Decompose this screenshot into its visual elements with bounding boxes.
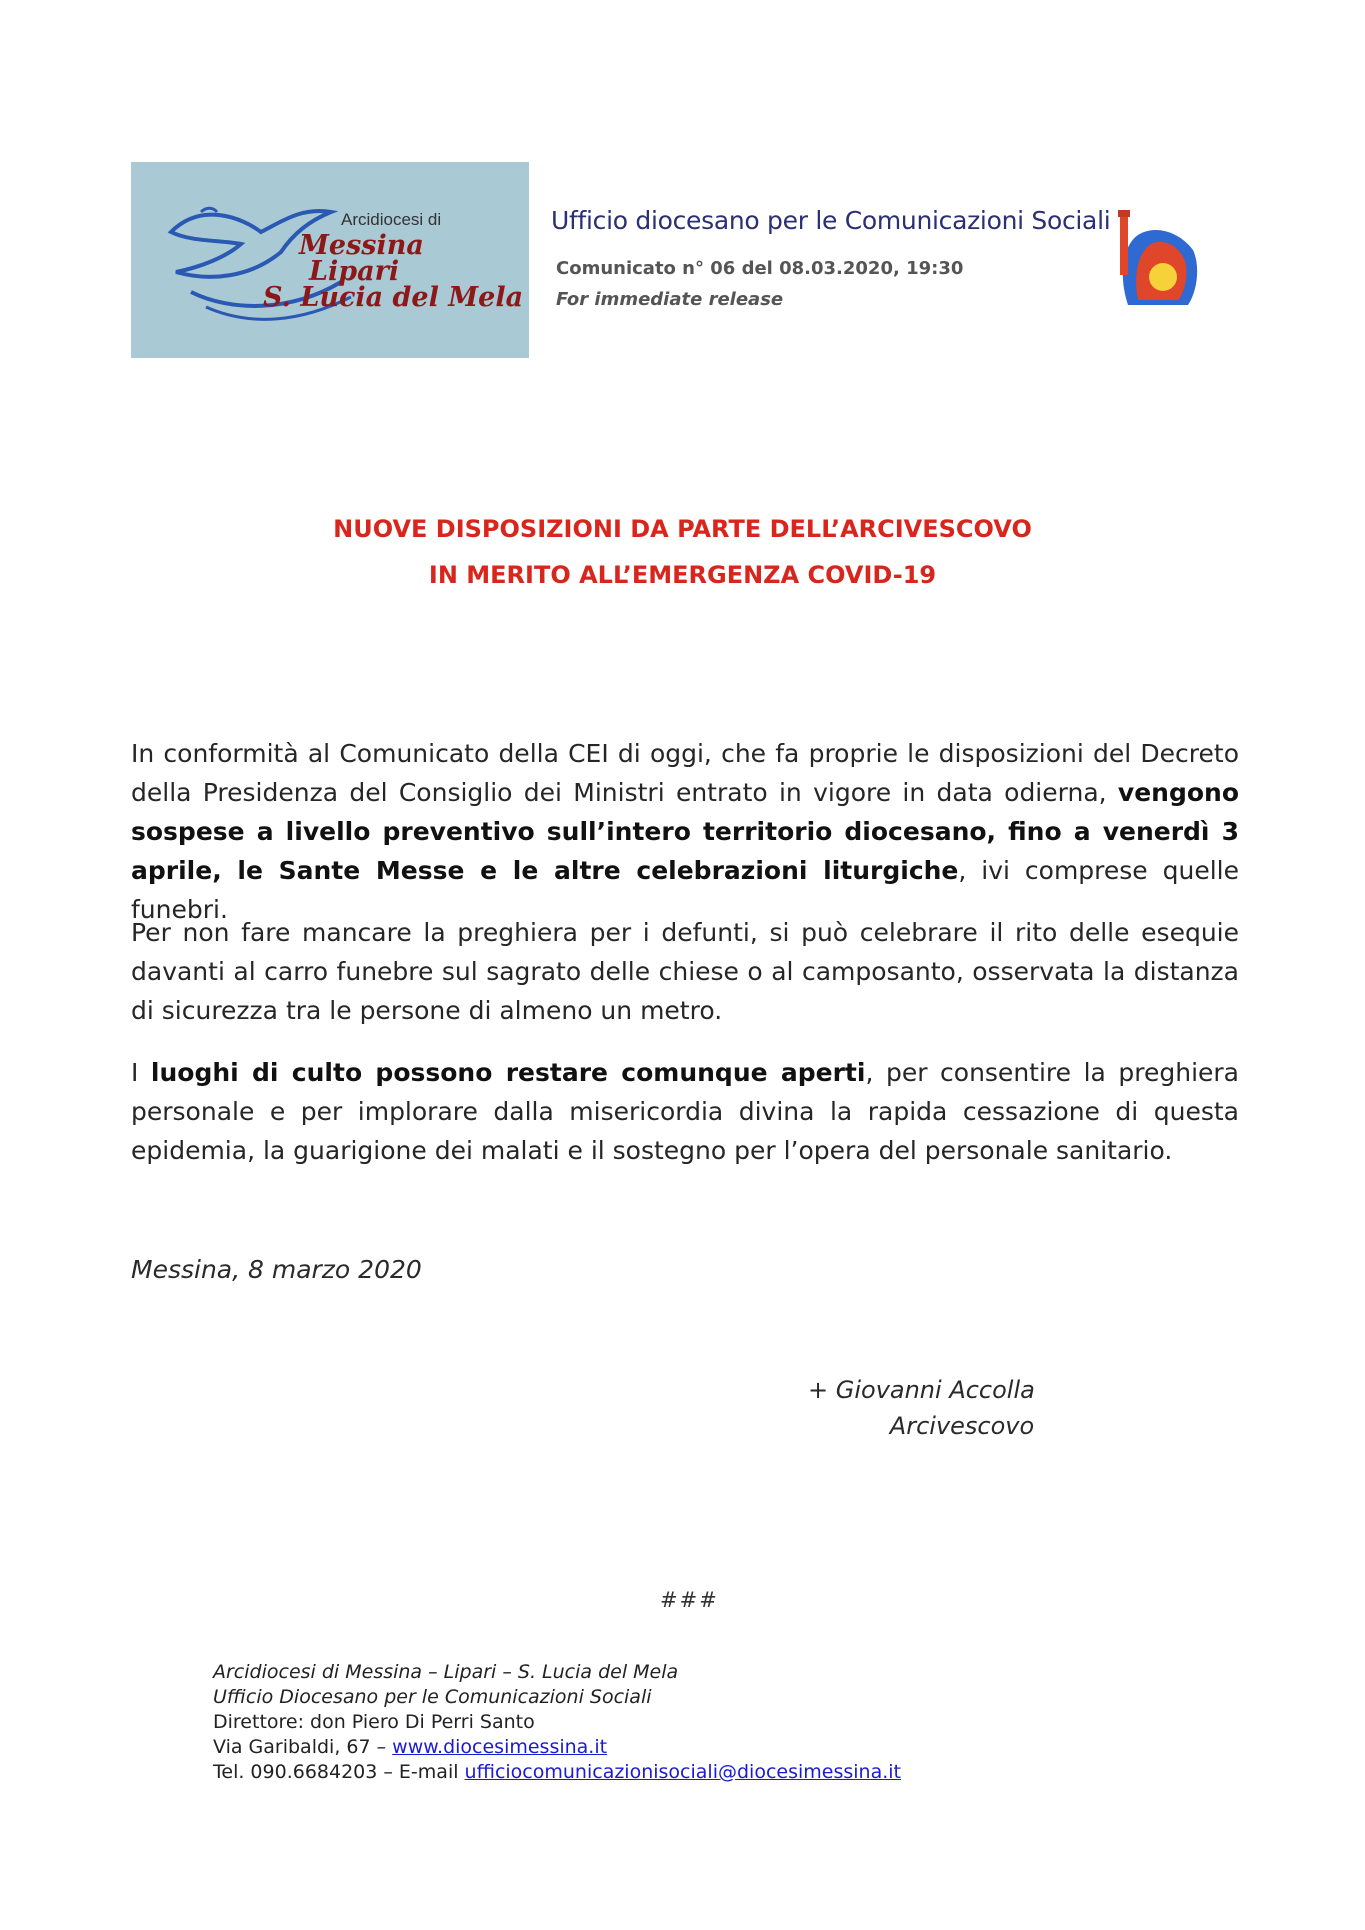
footer-diocese: Arcidiocesi di Messina – Lipari – S. Lucia del Mela [213, 1661, 679, 1683]
comunicato-number: Comunicato n° 06 del 08.03.2020, 19:30 [556, 258, 964, 279]
paragraph-3-start: I [131, 1058, 151, 1087]
paragraph-1 [131, 734, 1239, 929]
paragraph-3-bold: luoghi di culto possono restare comunque aperti [150, 1058, 866, 1087]
logo-line-1: Arcidiocesi di [341, 210, 442, 229]
footer-office: Ufficio Diocesano per le Comunicazioni Sociali [213, 1686, 652, 1708]
footer-address-text: Via Garibaldi, 67 – [213, 1736, 393, 1758]
end-separator: ### [660, 1588, 719, 1612]
diocese-logo [131, 162, 529, 358]
email-link[interactable]: ufficiocomunicazionisociali@diocesimessina.it [464, 1761, 901, 1783]
paragraph-1-end: , ivi comprese quelle funebri. [131, 856, 1239, 924]
place-date: Messina, 8 marzo 2020 [131, 1255, 422, 1284]
document-title-line-1: NUOVE DISPOSIZIONI DA PARTE DELL’ARCIVESCOVO [333, 515, 1032, 543]
signature-name: + Giovanni Accolla [808, 1376, 1035, 1404]
footer-address [213, 1735, 901, 1760]
footer-contact [213, 1760, 901, 1785]
paragraph-1-intro: In conformità al Comunicato della CEI di oggi, che fa proprie le disposizioni del Decreto della Presidenza del Consiglio dei Ministri entrato in vigore in data odierna, [131, 739, 1239, 807]
footer [213, 1660, 901, 1785]
paragraph-3 [131, 1053, 1239, 1170]
paragraph-1-bold: vengono sospese a livello preventivo sull’intero territorio diocesano, fino a venerdì 3 aprile, le Sante Messe e le altre celebrazioni liturgiche [131, 778, 1239, 885]
office-title: Ufficio diocesano per le Comunicazioni Sociali [551, 206, 1111, 235]
website-link[interactable]: www.diocesimessina.it [392, 1736, 608, 1758]
signature-role: Arcivescovo [889, 1412, 1035, 1440]
paragraph-3-end: , per consentire la preghiera personale e per implorare dalla misericordia divina la rapida cessazione di questa epidemia, la guarigione dei malati e il sostegno per l’opera del personale sanitario. [131, 1058, 1239, 1165]
release-note: For immediate release [556, 289, 784, 310]
document-title-line-2: IN MERITO ALL’EMERGENZA COVID-19 [428, 561, 937, 589]
logo-line-3: Lipari [309, 256, 400, 287]
logo-line-4: S. Lucia del Mela [263, 282, 524, 313]
footer-contact-text: Tel. 090.6684203 – E-mail [213, 1761, 465, 1783]
logo-line-2: Messina [299, 230, 424, 261]
footer-director: Direttore: don Piero Di Perri Santo [213, 1711, 535, 1733]
office-emblem-icon [1108, 205, 1204, 315]
paragraph-2: Per non fare mancare la preghiera per i defunti, si può celebrare il rito delle esequie davanti al carro funebre sul sagrato delle chiese o al camposanto, osservata la distanza di sicurezza tra le persone di almeno un metro. [131, 918, 1239, 1025]
